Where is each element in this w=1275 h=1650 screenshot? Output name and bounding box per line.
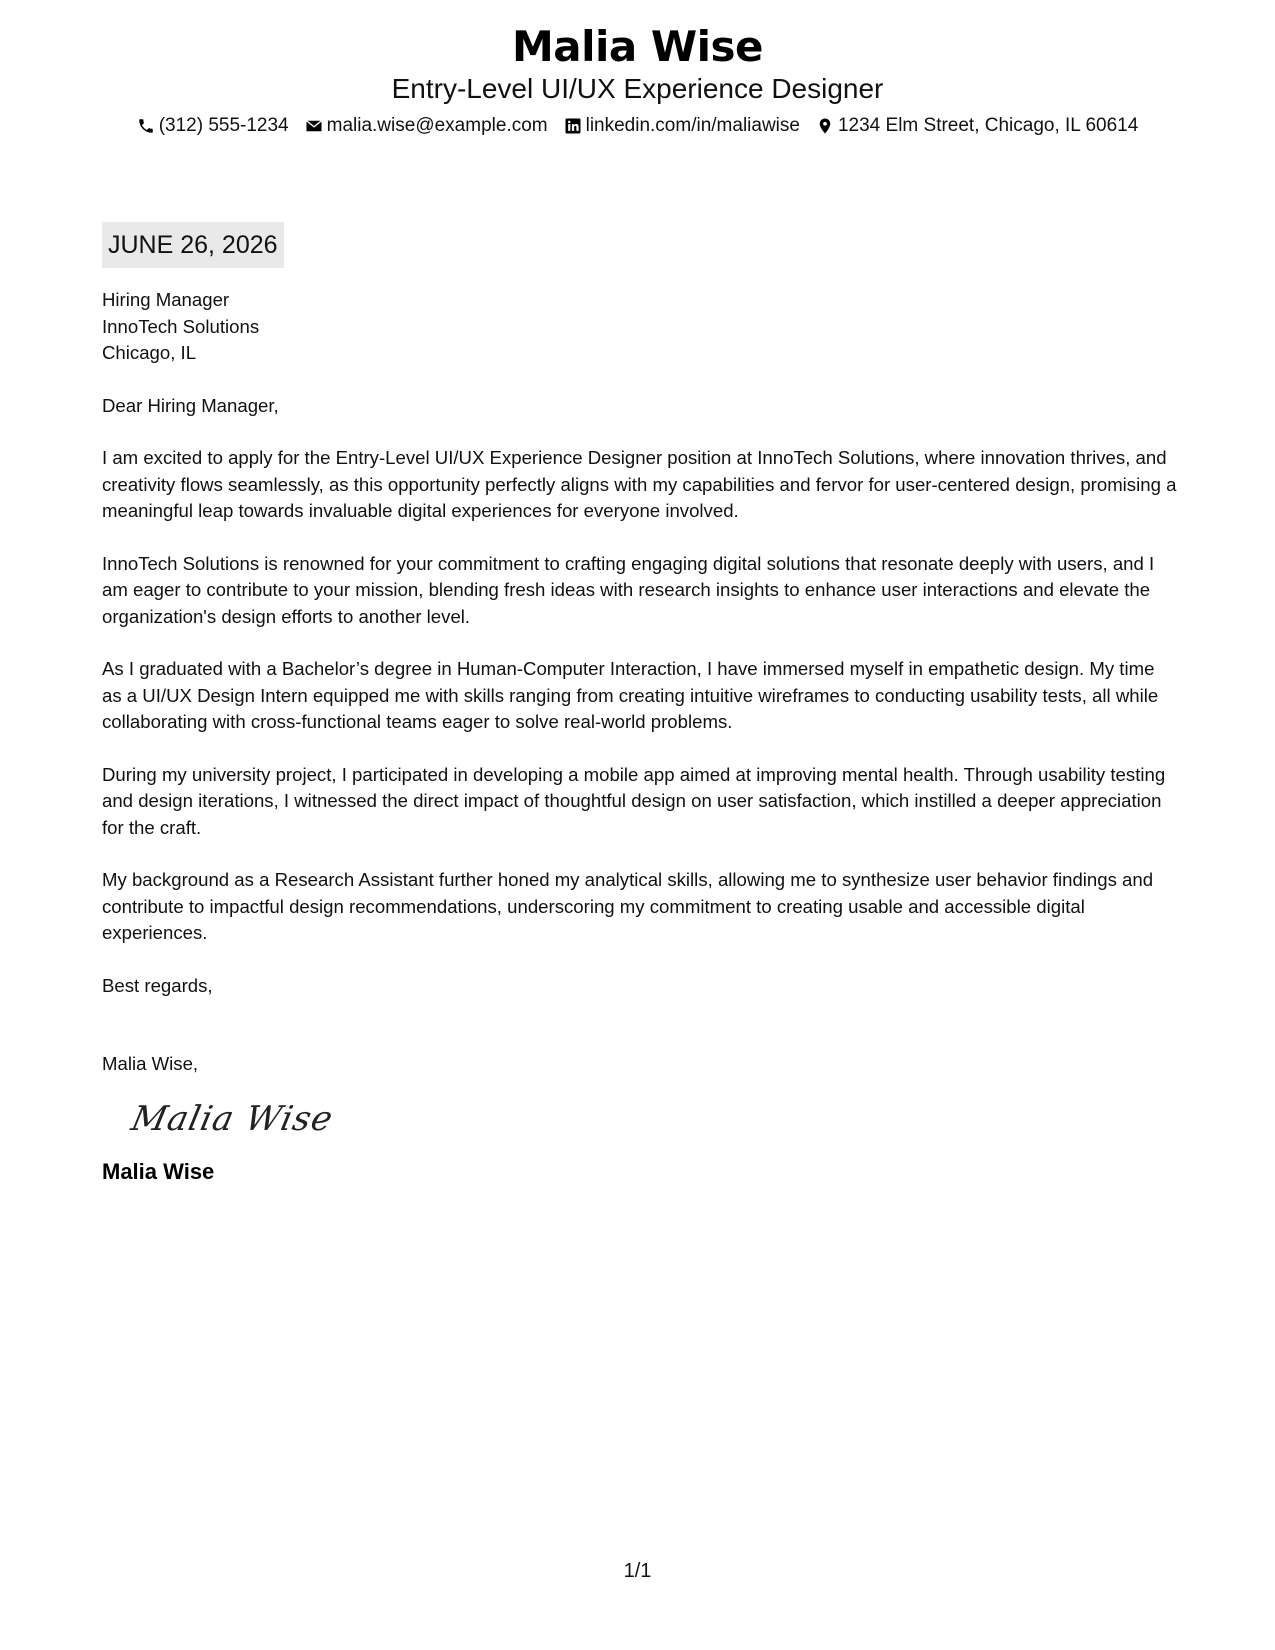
contact-address [816,114,1138,138]
body-paragraph: As I graduated with a Bachelor’s degree in Human-Computer Interaction, I have immersed myself in empathetic design. My time as a UI/UX Design Intern equipped me with skills ranging from creating intuitive wireframes to conducting usability tests, all while collaborating with cross-functional teams eager to solve real-world problems. [102,658,1159,732]
body-paragraph: My background as a Research Assistant further honed my analytical skills, allowing me to synthesize user behavior findings and contribute to impactful design recommendations, underscoring my commitment to creating usable and accessible digital experiences. [102,869,1154,943]
recipient-block [102,287,1177,367]
contact-info [0,114,1275,138]
letter-header [0,22,1275,138]
page-number: 1/1 [623,1560,652,1582]
linkedin-icon [564,117,582,135]
salutation: Dear Hiring Manager, [102,394,279,416]
body-paragraph: InnoTech Solutions is renowned for your commitment to crafting engaging digital solutions that resonate deeply with users, and I am eager to contribute to your mission, blending fresh ideas with research insights to enhance user interactions and elevate the organization's design efforts to another level. [102,552,1155,627]
contact-phone [137,114,289,138]
recipient-line: InnoTech Solutions [102,315,260,337]
applicant-name: Malia Wise [511,22,764,71]
letter-body [102,287,1177,1186]
contact-linkedin [564,114,800,138]
closing: Best regards, [102,974,213,996]
signoff-name: Malia Wise, [102,1053,199,1074]
linkedin-text: linkedin.com/in/maliawise [585,115,800,136]
recipient-line: Hiring Manager [102,289,230,310]
phone-text: (312) 555-1234 [158,115,289,136]
email-text: malia.wise@example.com [326,115,548,136]
letter-date: JUNE 26, 2026 [102,222,284,268]
contact-email [305,114,548,138]
envelope-icon [305,117,323,135]
handwritten-signature: Malia Wise [127,1098,338,1139]
applicant-title: Entry-Level UI/UX Experience Designer [391,73,884,104]
printed-name: Malia Wise [102,1159,215,1184]
body-paragraph: I am excited to apply for the Entry-Level UI/UX Experience Designer position at InnoTech Solutions, where innovation thrives, and creativity flows seamlessly, as this opportunity perfectly aligns with my capabilities and fervor for user-centered design, promising a meaningful leap towards invaluable digital experiences for everyone involved. [102,447,1177,521]
map-pin-icon [816,117,834,135]
body-paragraph: During my university project, I participated in developing a mobile app aimed at improving mental health. Through usability testing and design iterations, I witnessed the direct impact of thoughtful design on user satisfaction, which instilled a deeper appreciation for the craft. [102,763,1166,838]
address-text: 1234 Elm Street, Chicago, IL 60614 [837,115,1139,136]
recipient-line: Chicago, IL [102,342,197,363]
phone-icon [137,117,155,135]
